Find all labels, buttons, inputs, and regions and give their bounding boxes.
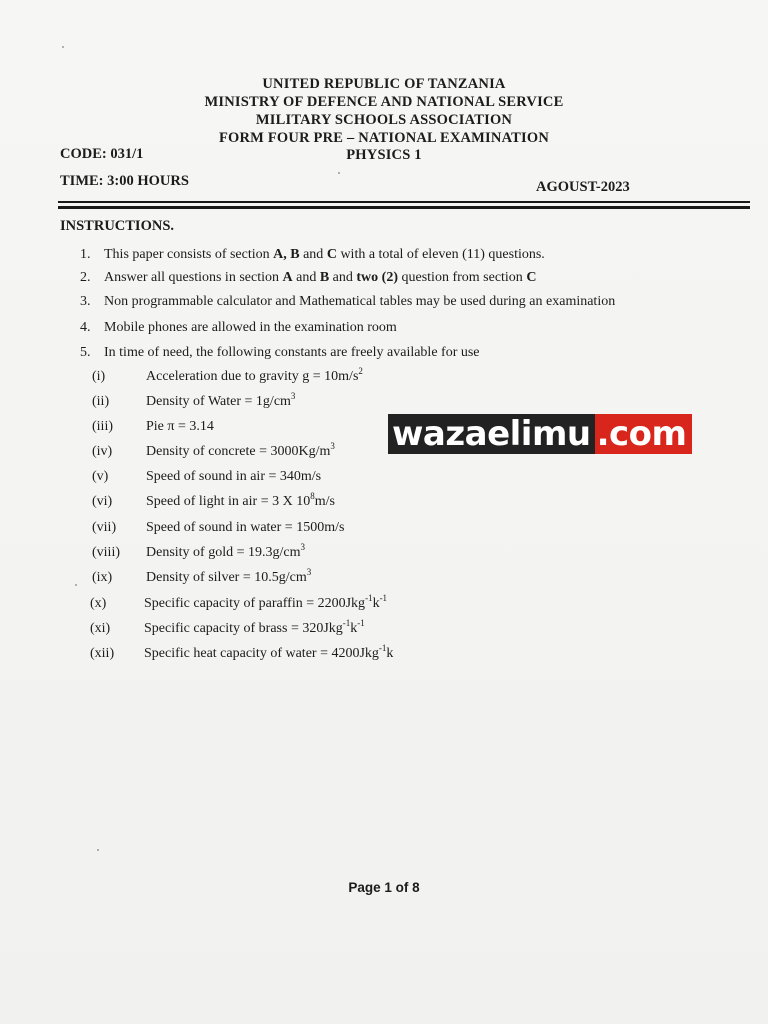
constant-item	[92, 567, 452, 590]
constant-text: Speed of sound in air = 340m/s	[146, 469, 322, 484]
constant-item	[92, 469, 452, 489]
constant-text: Density of concrete = $3000Kg/m^3$	[146, 441, 335, 459]
instruction-bold: A	[282, 270, 293, 285]
constant-numeral: (iv)	[92, 444, 113, 459]
constant-item	[90, 618, 470, 641]
instruction-text: Answer all questions in section	[104, 270, 283, 285]
instruction-item	[80, 320, 397, 336]
constant-numeral: (iii)	[92, 419, 113, 434]
instruction-item	[80, 345, 480, 361]
constant-numeral: (v)	[92, 469, 109, 484]
constant-text: Density of Water = $1g/cm^3$	[146, 391, 296, 409]
instruction-number: 2.	[80, 270, 91, 285]
header-rule-thick	[58, 206, 750, 209]
scan-speck	[62, 46, 64, 48]
instruction-bold: two (2)	[356, 270, 398, 285]
constant-numeral: (ix)	[92, 570, 113, 585]
constant-text: Specific capacity of paraffin = $2200Jkg^{-1}k^{-1}$	[144, 593, 388, 611]
paper-date: AGOUST-2023	[536, 179, 630, 195]
header-rule-thin	[58, 201, 750, 203]
constant-numeral: (i)	[92, 369, 106, 384]
constant-text: Density of silver = $10.5g/cm^3$	[146, 567, 312, 585]
constant-item	[92, 491, 452, 514]
constant-text: Density of gold = $19.3g/cm^3$	[146, 542, 305, 560]
constant-text: Speed of light in air = 3 X $10^8m/s$	[146, 491, 335, 509]
watermark-text: wazaelimu	[388, 414, 595, 454]
instruction-text: and	[292, 270, 320, 285]
constant-item	[92, 366, 452, 389]
instruction-item	[80, 247, 545, 263]
constant-text: Speed of sound in water = 1500m/s	[146, 520, 345, 535]
constant-item	[92, 419, 382, 439]
constant-numeral: (vii)	[92, 520, 117, 535]
constant-numeral: (ii)	[92, 394, 110, 409]
constant-text: Acceleration due to gravity $g = 10m/s^2$	[146, 366, 363, 384]
instruction-text: and	[299, 247, 327, 262]
instructions-title: INSTRUCTIONS.	[60, 218, 175, 234]
instruction-text: This paper consists of section	[104, 247, 274, 262]
header-exam-title: FORM FOUR PRE – NATIONAL EXAMINATION	[218, 130, 550, 146]
scan-speck	[97, 849, 99, 851]
instruction-text: with a total of eleven (11) questions.	[336, 247, 545, 262]
scan-speck	[338, 172, 340, 174]
constant-item	[90, 643, 470, 666]
instruction-number: 3.	[80, 294, 91, 309]
watermark-logo	[388, 414, 692, 454]
scan-speck	[75, 584, 77, 586]
instruction-item	[80, 270, 536, 286]
watermark-domain: .com	[595, 414, 693, 454]
header-country: UNITED REPUBLIC OF TANZANIA	[262, 76, 506, 92]
constant-item	[92, 520, 452, 540]
instruction-text: Mobile phones are allowed in the examination room	[104, 320, 397, 335]
instruction-text: Non programmable calculator and Mathematical tables may be used during an examination	[104, 294, 616, 309]
constant-item	[92, 542, 452, 565]
constant-numeral: (xii)	[90, 646, 115, 661]
instruction-bold: C	[326, 247, 337, 262]
instruction-bold: C	[526, 270, 537, 285]
constant-numeral: (x)	[90, 596, 107, 611]
paper-code: CODE: 031/1	[60, 146, 144, 162]
instruction-number: 4.	[80, 320, 91, 335]
instruction-number: 1.	[80, 247, 91, 262]
constant-text: Specific capacity of brass = $320Jkg^{-1}k^{-1}$	[144, 618, 365, 636]
instruction-text: In time of need, the following constants are freely available for use	[104, 345, 480, 360]
header-association: MILITARY SCHOOLS ASSOCIATION	[255, 112, 513, 128]
page-number: Page 1 of 8	[348, 880, 420, 895]
constant-item	[90, 593, 470, 616]
paper-time: TIME: 3:00 HOURS	[60, 173, 189, 189]
constant-numeral: (xi)	[90, 621, 111, 636]
header-ministry: MINISTRY OF DEFENCE AND NATIONAL SERVICE	[204, 94, 564, 110]
instruction-bold: A, B	[273, 247, 300, 262]
instruction-number: 5.	[80, 345, 91, 360]
constant-item	[92, 391, 452, 414]
constant-text: Specific heat capacity of water = 4200Jkg$^{-1}$k	[144, 643, 394, 661]
instruction-text: question from section	[398, 270, 527, 285]
constant-numeral: (vi)	[92, 494, 113, 509]
constant-numeral: (viii)	[92, 545, 120, 560]
constant-text: Pie π = 3.14	[146, 419, 214, 434]
instruction-bold: B	[319, 270, 330, 285]
instruction-item	[80, 294, 615, 310]
instruction-text: and	[329, 270, 357, 285]
header-subject: PHYSICS 1	[346, 147, 422, 163]
